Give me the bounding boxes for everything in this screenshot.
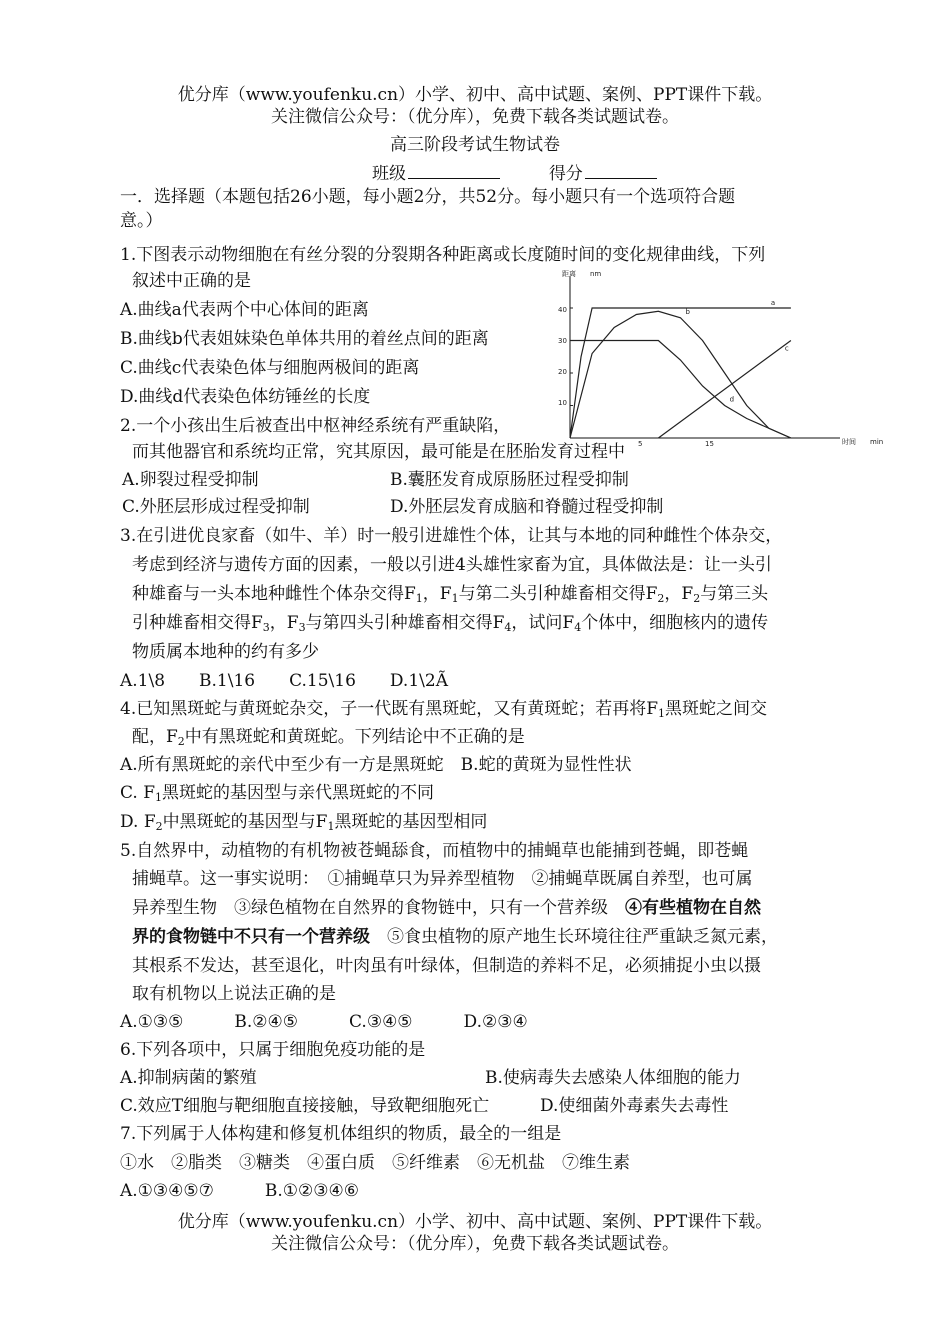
curve-d [570,341,791,439]
q3-line-4-part-a: 引种雄畜相交得F [132,613,263,633]
q5-line-4-bold-part: 界的食物链中不只有一个营养级 [132,927,370,947]
q6-option-d: D.使细菌外毒素失去毒性 [540,1096,729,1116]
curve-label-b: b [685,307,690,316]
y-tick-30: 30 [558,337,567,345]
q3-line-3: 种雄畜与一头本地种雌性个体杂交得$F_1$，$F_1$与第二头引种雄畜相交得$F_2$，$F_2$与第三头 [132,584,769,605]
class-label: 班级 [372,164,406,184]
q6-option-a: A.抑制病菌的繁殖 [120,1068,257,1088]
q1-option-c: C.曲线c代表染色体与细胞两极间的距离 [120,358,420,378]
score-label: 得分 [548,164,583,184]
y-axis-unit: nm [590,270,602,278]
q1-option-d: D.曲线d代表染色体纺锤丝的长度 [120,387,371,407]
q4-option-d-part-a: D. F [120,812,156,832]
q3-line-1: 3.在引进优良家畜（如牛、羊）时一般引进雄性个体，让其与本地的同种雌性个体杂交， [120,526,783,546]
mitosis-distance-chart [540,266,890,456]
section-1-heading: 一．选择题（本题包括26小题，每小题2分，共52分。每小题只有一个选项符合题 [120,187,736,207]
q4-line-2-part-a: 配，F [132,727,178,747]
q3-line-4-part-b: ，F [269,613,299,633]
curve-label-a: a [770,299,776,307]
q3-line-3-part-c: 与第二头引种雄畜相交得F [458,584,658,604]
class-blank [408,160,500,179]
q4-option-c-part-a: C. F [120,783,156,803]
q4-options-ab: A.所有黑斑蛇的亲代中至少有一方是黑斑蛇 B.蛇的黄斑为显性性状 [120,755,632,775]
q2-stem-2: 而其他器官和系统均正常，究其原因，最可能是在胚胎发育过程中 [132,442,625,462]
q4-line-1-part-b: 黑斑蛇之间交 [665,699,768,719]
q4-line-2: 配，$F_2$中有黑斑蛇和黄斑蛇。下列结论中不正确的是 [132,727,525,748]
q5-line-4 [132,926,778,948]
q3-line-3-part-e: 与第三头 [700,584,769,604]
q5-line-2: 捕蝇草。这一事实说明： ①捕蝇草只为异养型植物 ②捕蝇草既属自养型，也可属 [132,869,753,889]
q5-line-4-part-b: ⑤食虫植物的原产地生长环境往往严重缺乏氮元素， [370,927,778,947]
curve-a [570,308,791,438]
q1-stem-2: 叙述中正确的是 [132,271,251,291]
curve-b [570,311,791,438]
q3-line-4: 引种雄畜相交得$F_3$，$F_3$与第四头引种雄畜相交得$F_4$，试问$F_4$个体中，细胞核内的遗传 [132,613,769,634]
curve-c [658,341,791,439]
q5-options: A.①③⑤ B.②④⑤ C.③④⑤ D.②③④ [120,1012,528,1032]
x-axis-label: 时间 [842,438,856,446]
header-line-1: 优分库（www.youfenku.cn）小学、初中、高中试题、案例、PPT课件下载。 [177,85,773,105]
x-tick-15: 15 [705,440,714,448]
q3-line-4-part-d: ，试问F [511,613,575,633]
q4-line-2-part-b: 中有黑斑蛇和黄斑蛇。下列结论中不正确的是 [184,727,525,747]
q2-option-d: D.外胚层发育成脑和脊髓过程受抑制 [390,497,664,517]
q3-line-3-part-b: ，F [422,584,452,604]
q1-stem-1: 1.下图表示动物细胞在有丝分裂的分裂期各种距离或长度随时间的变化规律曲线，下列 [120,245,766,265]
score-blank [585,160,657,179]
q4-option-d-part-c: 黑斑蛇的基因型相同 [334,812,488,832]
q7-stem: 7.下列属于人体构建和修复机体组织的物质，最全的一组是 [120,1124,562,1144]
y-tick-20: 20 [558,368,567,376]
q4-option-c-part-b: 黑斑蛇的基因型与亲代黑斑蛇的不同 [162,783,435,803]
q3-line-4-part-c: 与第四头引种雄畜相交得F [305,613,505,633]
header-line-2: 关注微信公众号：（优分库），免费下载各类试题试卷。 [271,107,679,127]
q4-line-1: 4.已知黑斑蛇与黄斑蛇杂交，子一代既有黑斑蛇，又有黄斑蛇；若再将$F_1$黑斑蛇之间交 [120,699,768,720]
q5-line-3-bold-part: ④有些植物在自然 [625,898,761,918]
q5-line-3 [132,897,761,919]
q3-line-3-part-a: 种雄畜与一头本地种雌性个体杂交得F [132,584,416,604]
q4-option-d-part-b: 中黑斑蛇的基因型与F [162,812,328,832]
q5-line-3-part-a: 异养型生物 ③绿色植物在自然界的食物链中，只有一个营养级 [132,898,625,918]
y-tick-40: 40 [558,306,567,314]
y-axis-label: 距离 [562,270,576,278]
q7-items: ①水 ②脂类 ③糖类 ④蛋白质 ⑤纤维素 ⑥无机盐 ⑦维生素 [120,1153,630,1173]
curve-label-c: c [784,344,789,353]
q7-options: A.①③④⑤⑦ B.①②③④⑥ [120,1181,359,1201]
q1-option-a: A.曲线a代表两个中心体间的距离 [120,300,369,320]
q6-option-b: B.使病毒失去感染人体细胞的能力 [485,1068,741,1088]
q1-option-b: B.曲线b代表姐妹染色单体共用的着丝点间的距离 [120,329,489,349]
q3-options: A.1\8 B.1\16 C.15\16 D.1\2Ã [120,671,448,691]
section-1-heading-cont: 意。） [120,211,163,231]
x-tick-5: 5 [638,440,643,448]
q2-stem-1: 2.一个小孩出生后被查出中枢神经系统有严重缺陷， [120,416,511,436]
q4-option-d: D. $F_2$中黑斑蛇的基因型与$F_1$黑斑蛇的基因型相同 [120,812,488,833]
footer-line-1: 优分库（www.youfenku.cn）小学、初中、高中试题、案例、PPT课件下载。 [177,1212,773,1232]
footer-line-2: 关注微信公众号：（优分库），免费下载各类试题试卷。 [271,1234,679,1254]
class-score-line [372,160,657,185]
q2-option-c: C.外胚层形成过程受抑制 [122,497,310,517]
curve-label-d: d [729,395,735,404]
q3-line-4-part-e: 个体中，细胞核内的遗传 [581,613,769,633]
q5-line-1: 5.自然界中，动植物的有机物被苍蝇舔食，而植物中的捕蝇草也能捕到苍蝇，即苍蝇 [120,841,749,861]
q4-option-c: C. $F_1$黑斑蛇的基因型与亲代黑斑蛇的不同 [120,783,435,804]
q6-stem: 6.下列各项中，只属于细胞免疫功能的是 [120,1040,426,1060]
q5-line-5: 其根系不发达，甚至退化，叶肉虽有叶绿体，但制造的养料不足，必须捕捉小虫以摄 [132,956,761,976]
q3-line-2: 考虑到经济与遗传方面的因素，一般以引进4头雄性家畜为宜，具体做法是：让一头引 [132,555,772,575]
exam-title: 高三阶段考试生物试卷 [390,135,560,155]
y-tick-10: 10 [558,399,567,407]
q6-option-c: C.效应T细胞与靶细胞直接接触，导致靶细胞死亡 [120,1096,490,1116]
x-axis-unit: min [870,438,884,446]
q2-option-a: A.卵裂过程受抑制 [122,470,259,490]
q5-line-6: 取有机物以上说法正确的是 [132,984,336,1004]
q3-line-3-part-d: ，F [664,584,694,604]
q4-line-1-part-a: 4.已知黑斑蛇与黄斑蛇杂交，子一代既有黑斑蛇，又有黄斑蛇；若再将F [120,699,659,719]
q3-line-5: 物质属本地种的约有多少 [132,642,319,662]
q2-option-b: B.囊胚发育成原肠胚过程受抑制 [390,470,629,490]
